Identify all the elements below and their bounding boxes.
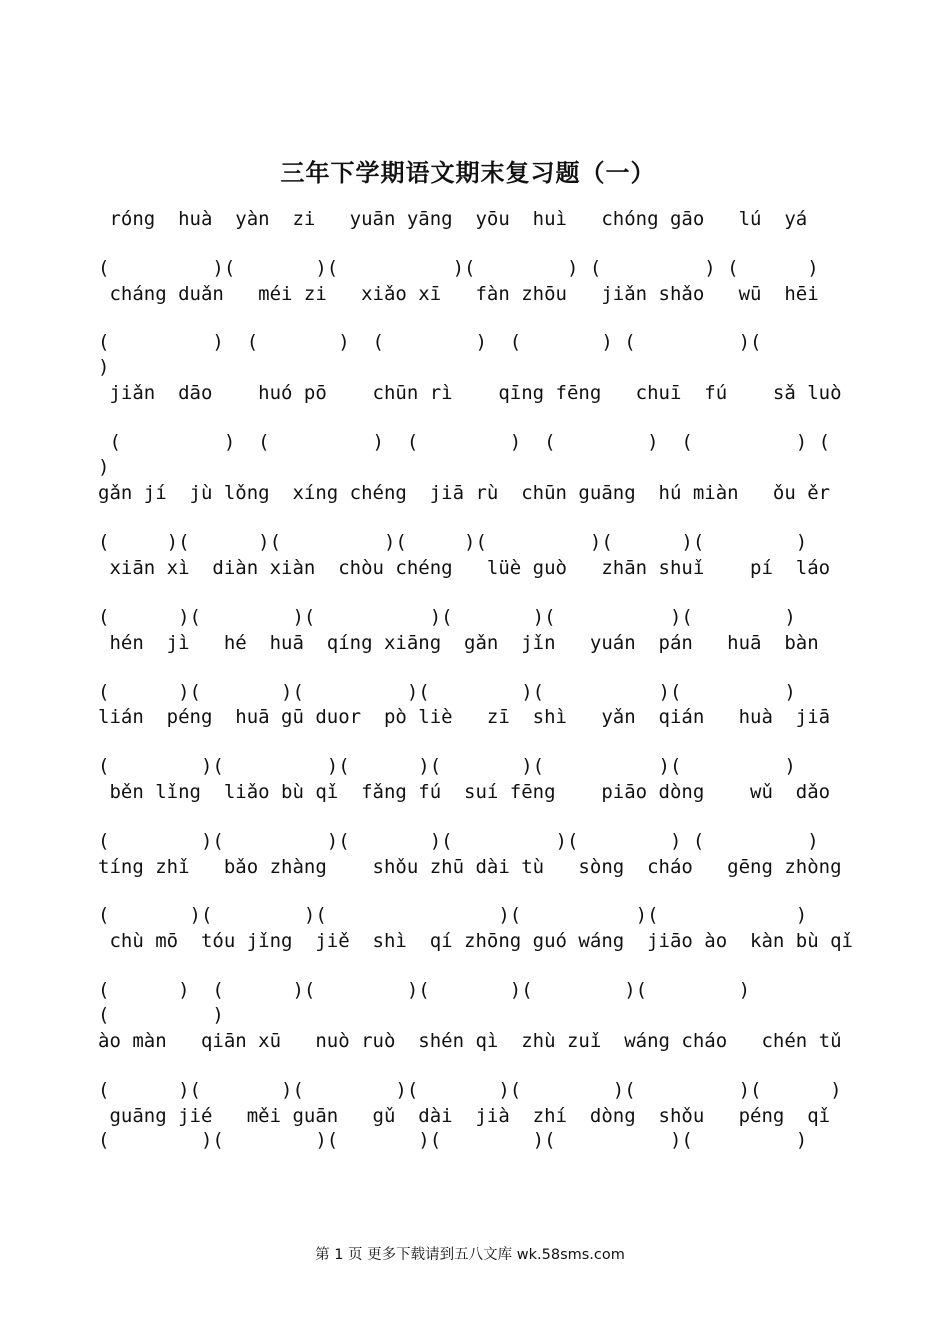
answer-brackets: ( )( )( )( )( )( ) bbox=[98, 606, 796, 628]
pinyin-line: róng huà yàn zi yuān yāng yōu huì chóng gāo lú yá bbox=[98, 208, 808, 230]
answer-brackets: ( )( )( )( ) ( ) ( ) bbox=[98, 257, 819, 279]
answer-brackets: ( )( )( )( )( ) ( ) bbox=[98, 830, 819, 852]
pinyin-line: lián péng huā gū duor pò liè zī shì yǎn qián huà jiā bbox=[98, 706, 831, 728]
answer-brackets: ) bbox=[98, 356, 110, 378]
page-footer: 第 1 页 更多下载请到五八文库 wk.58sms.com bbox=[315, 1247, 625, 1263]
page-title: 三年下学期语文期末复习题（一） bbox=[280, 158, 656, 187]
answer-brackets: ( ) ( ) ( ) ( ) ( )( bbox=[98, 331, 762, 353]
pinyin-line: chù mō tóu jǐng jiě shì qí zhōng guó wáng jiāo ào kàn bù qǐ bbox=[98, 930, 853, 952]
answer-brackets: ( )( )( )( )( ) bbox=[98, 904, 808, 926]
pinyin-line: běn lǐng liǎo bù qǐ fǎng fú suí fēng piāo dòng wǔ dǎo bbox=[98, 781, 831, 803]
answer-brackets: ( )( )( )( )( )( )( ) bbox=[98, 531, 808, 553]
pinyin-line: hén jì hé huā qíng xiāng gǎn jǐn yuán pán huā bàn bbox=[98, 632, 819, 654]
pinyin-line: cháng duǎn méi zi xiǎo xī fàn zhōu jiǎn shǎo wū hēi bbox=[98, 283, 819, 305]
answer-brackets: ( )( )( )( )( )( ) bbox=[98, 681, 796, 703]
answer-brackets: ( )( )( )( )( )( ) bbox=[98, 1129, 808, 1151]
answer-brackets: ) bbox=[98, 456, 110, 478]
pinyin-line: xiān xì diàn xiàn chòu chéng lüè guò zhān shuǐ pí láo bbox=[98, 557, 831, 579]
answer-brackets: ( ) bbox=[98, 1004, 224, 1026]
answer-brackets: ( ) ( ) ( ) ( ) ( ) ( bbox=[98, 431, 831, 453]
pinyin-line: jiǎn dāo huó pō chūn rì qīng fēng chuī fú sǎ luò bbox=[98, 382, 842, 404]
pinyin-line: ào màn qiān xū nuò ruò shén qì zhù zuǐ wáng cháo chén tǔ bbox=[98, 1030, 842, 1052]
answer-brackets: ( )( )( )( )( )( ) bbox=[98, 755, 796, 777]
pinyin-line: guāng jié měi guān gǔ dài jià zhí dòng shǒu péng qǐ bbox=[98, 1105, 831, 1127]
answer-brackets: ( ) ( )( )( )( )( ) bbox=[98, 979, 751, 1001]
answer-brackets: ( )( )( )( )( )( )( ) bbox=[98, 1079, 842, 1101]
pinyin-line: gǎn jí jù lǒng xíng chéng jiā rù chūn guāng hú miàn ǒu ěr bbox=[98, 482, 831, 504]
pinyin-line: tíng zhǐ bǎo zhàng shǒu zhū dài tù sòng cháo gēng zhòng bbox=[98, 856, 842, 878]
